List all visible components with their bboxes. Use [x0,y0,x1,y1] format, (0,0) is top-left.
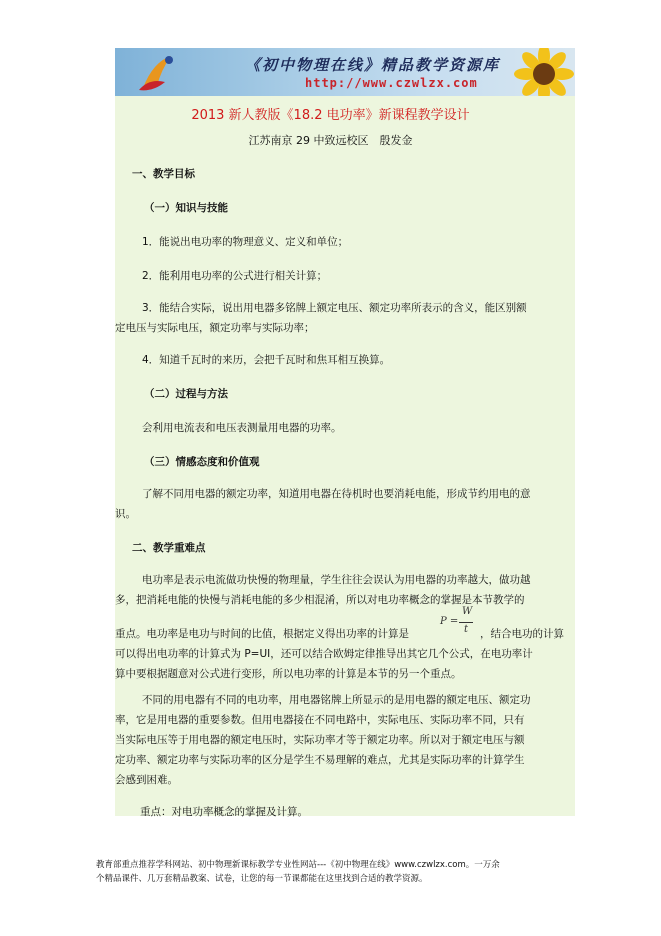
heading-teaching-goals: 一、教学目标 [132,168,195,180]
text-line: ，结合电功的计算 [480,628,564,640]
heading-process-methods: （二）过程与方法 [144,388,228,400]
key-point-line: 重点：对电功率概念的掌握及计算。 [140,806,308,818]
paragraph [115,484,572,524]
heading-attitude-values: （三）情感态度和价值观 [144,456,260,468]
text-line: 不同的用电器有不同的电功率，用电器铭牌上所显示的是用电器的额定电压、额定功 [142,694,531,706]
list-item: 2．能利用电功率的公式进行相关计算； [142,270,328,282]
list-item: 4．知道千瓦时的来历，会把千瓦时和焦耳相互换算。 [142,354,391,366]
list-item: 1．能说出电功率的物理意义、定义和单位； [142,236,349,248]
page-footer [96,858,576,886]
text-line: 多，把消耗电能的快慢与消耗电能的多少相混淆，所以对电功率概念的掌握是本节教学的 [115,594,525,606]
paragraph [115,570,572,610]
site-banner [115,48,575,96]
paragraph: 会利用电流表和电压表测量用电器的功率。 [142,422,342,434]
author-line: 江苏南京 29 中致远校区 殷发金 [248,134,413,147]
document-title: 2013 新人教版《18.2 电功率》新课程教学设计 [191,108,470,123]
sunflower-icon [509,48,575,96]
text-line: 3．能结合实际，说出用电器多铭牌上额定电压、额定功率所表示的含义，能区别额 [142,302,527,314]
site-logo-icon [135,52,179,94]
fraction-bar [459,622,473,623]
footer-line: 教育部重点推荐学科网站、初中物理新课标教学专业性网站---《初中物理在线》www.czwlzx.com。一万余 [96,860,500,870]
text-line: 可以得出电功率的计算式为 P=UI，还可以结合欧姆定律推导出其它几个公式，在电功率计 [115,648,533,660]
site-title: 《初中物理在线》精品教学资源库 [245,56,501,74]
text-line: 定电压与实际电压，额定功率与实际功率； [115,322,315,334]
paragraph [115,690,572,790]
formula-lhs: P = [440,616,459,627]
text-line: 会感到困难。 [115,774,178,786]
power-formula [438,606,478,640]
site-url: http://www.czwlzx.com [305,76,478,90]
text-line: 电功率是表示电流做功快慢的物理量，学生往往会误认为用电器的功率越大，做功越 [142,574,531,586]
list-item [115,298,572,338]
text-line: 了解不同用电器的额定功率，知道用电器在待机时也要消耗电能，形成节约用电的意 [142,488,531,500]
text-line: 算中要根据题意对公式进行变形，所以电功率的计算是本节的另一个重点。 [115,668,462,680]
formula-numerator: W [462,606,473,617]
text-line: 识。 [115,508,136,520]
formula-denominator: t [464,624,469,635]
heading-knowledge-skills: （一）知识与技能 [144,202,228,214]
text-line: 定功率、额定功率与实际功率的区分是学生不易理解的难点，尤其是实际功率的计算学生 [115,754,525,766]
text-line: 当实际电压等于用电器的额定电压时，实际功率才等于额定功率。所以对于额定电压与额 [115,734,525,746]
footer-line: 个精品课件、几万套精品教案、试卷，让您的每一节课都能在这里找到合适的教学资源。 [96,874,428,884]
heading-key-points: 二、教学重难点 [132,542,206,554]
text-line: 重点。电功率是电功与时间的比值，根据定义得出功率的计算是 [115,628,409,640]
text-line: 率，它是用电器的重要参数。但用电器接在不同电路中，实际电压、实际功率不同，只有 [115,714,525,726]
